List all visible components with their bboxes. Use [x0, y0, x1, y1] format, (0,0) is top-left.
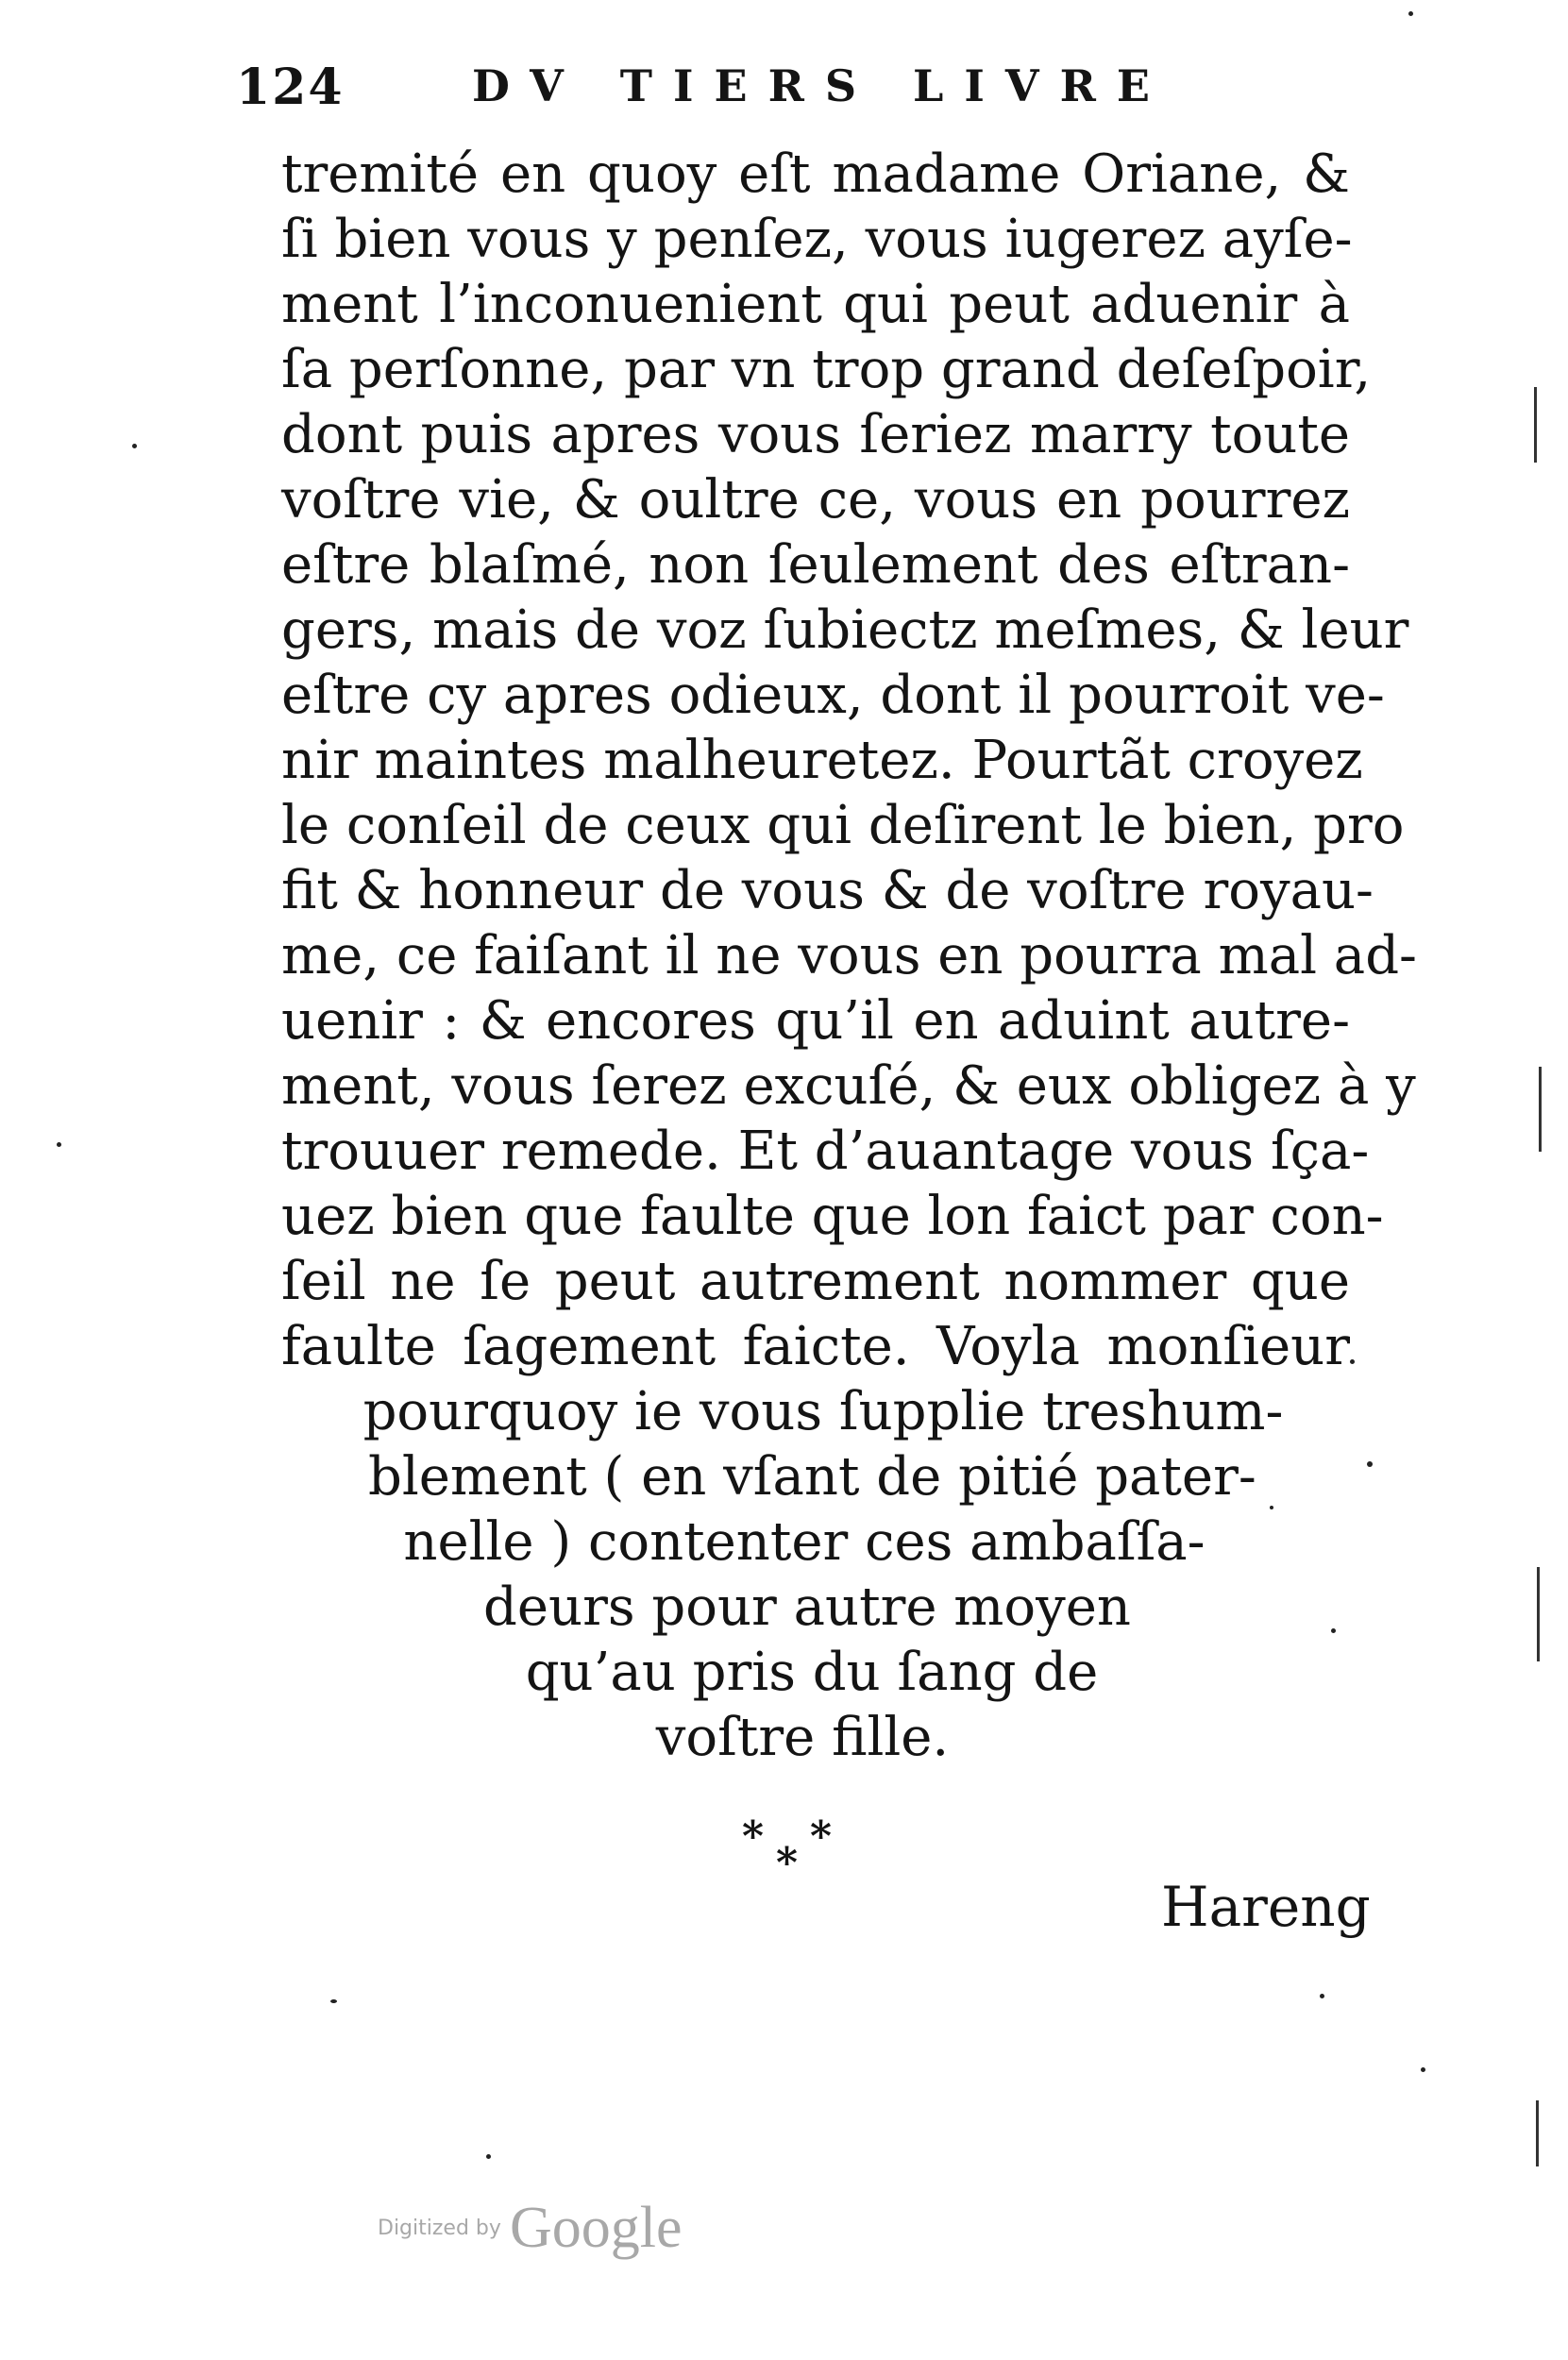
gutter-mark [1537, 1567, 1540, 1661]
gutter-mark [1539, 1067, 1542, 1152]
text-line: faulte ſagement faicte. Voyla monſieur [281, 1316, 1350, 1377]
scan-speck [330, 1999, 337, 2003]
page-number: 124 [236, 59, 345, 116]
scan-speck [1367, 1461, 1373, 1467]
text-line: trouuer remede. Et d’auantage vous ſça- [281, 1121, 1370, 1182]
text-line: eſtre blaſmé, non ſeulement des eſtran- [281, 534, 1350, 596]
text-line: gers, mais de voz ſubiectz meſmes, & leur [281, 599, 1409, 661]
tailpiece-line: blement ( en vſant de pitié pater- [368, 1446, 1256, 1508]
text-line: nir maintes malheuretez. Pourtãt croyez [281, 730, 1363, 791]
text-line: ſi bien vous y penſez, vous iugerez ayſe- [281, 209, 1353, 270]
tailpiece-line: pourquoy ie vous ſupplie treshum- [362, 1381, 1284, 1442]
page-header [236, 59, 1180, 119]
google-wordmark: Google [510, 2196, 683, 2260]
scan-speck [1320, 1994, 1324, 1998]
tailpiece-line: deurs pour autre moyen [483, 1576, 1131, 1638]
text-line: voſtre vie, & oultre ce, vous en pourrez [281, 469, 1350, 531]
scan-speck [486, 2154, 491, 2159]
digitized-by-label: Digitized by [378, 2217, 501, 2240]
text-line: me, ce faiſant il ne vous en pourra mal ad- [281, 925, 1417, 986]
text-line: fit & honneur de vous & de voſtre royau- [281, 860, 1374, 921]
scan-speck [1350, 1359, 1355, 1364]
text-line: ment, vous ſerez excuſé, & eux obligez à y [281, 1055, 1416, 1117]
text-line: eſtre cy apres odieux, dont il pourroit ve- [281, 665, 1385, 726]
asterism-ornament [736, 1811, 850, 1886]
gutter-mark [1534, 387, 1537, 463]
running-head: DV TIERS LIVRE [472, 60, 1171, 111]
scan-speck [1408, 11, 1413, 16]
text-line: ſa perſonne, par vn trop grand deſeſpoir, [281, 339, 1372, 400]
digitization-watermark [378, 2195, 717, 2270]
text-line: le conſeil de ceux qui deſirent le bien, pro [281, 795, 1405, 856]
scan-speck [57, 1142, 61, 1147]
text-line: ment l’inconuenient qui peut aduenir à [281, 274, 1350, 335]
asterism-star: * [742, 1812, 765, 1861]
scan-speck [1421, 2067, 1425, 2072]
catchword: Hareng [1161, 1875, 1371, 1939]
tailpiece-line: qu’au pris du ſang de [525, 1642, 1099, 1703]
text-line: tremité en quoy eſt madame Oriane, & [281, 143, 1350, 205]
text-line: uenir : & encores qu’il en aduint autre- [281, 990, 1350, 1052]
scan-speck [132, 444, 137, 448]
tailpiece-line: voſtre fille. [655, 1707, 950, 1768]
tailpiece-line: nelle ) contenter ces ambaſſa- [403, 1511, 1206, 1573]
gutter-mark [1536, 2100, 1539, 2166]
text-line: ſeil ne ſe peut autrement nommer que [281, 1251, 1350, 1312]
asterism-star: * [810, 1812, 833, 1861]
asterism-star: * [776, 1839, 799, 1887]
text-line: uez bien que faulte que lon faict par con- [281, 1186, 1384, 1247]
text-line: dont puis apres vous ſeriez marry toute [281, 404, 1350, 465]
scan-speck [1331, 1628, 1336, 1633]
scan-speck [1270, 1506, 1273, 1509]
